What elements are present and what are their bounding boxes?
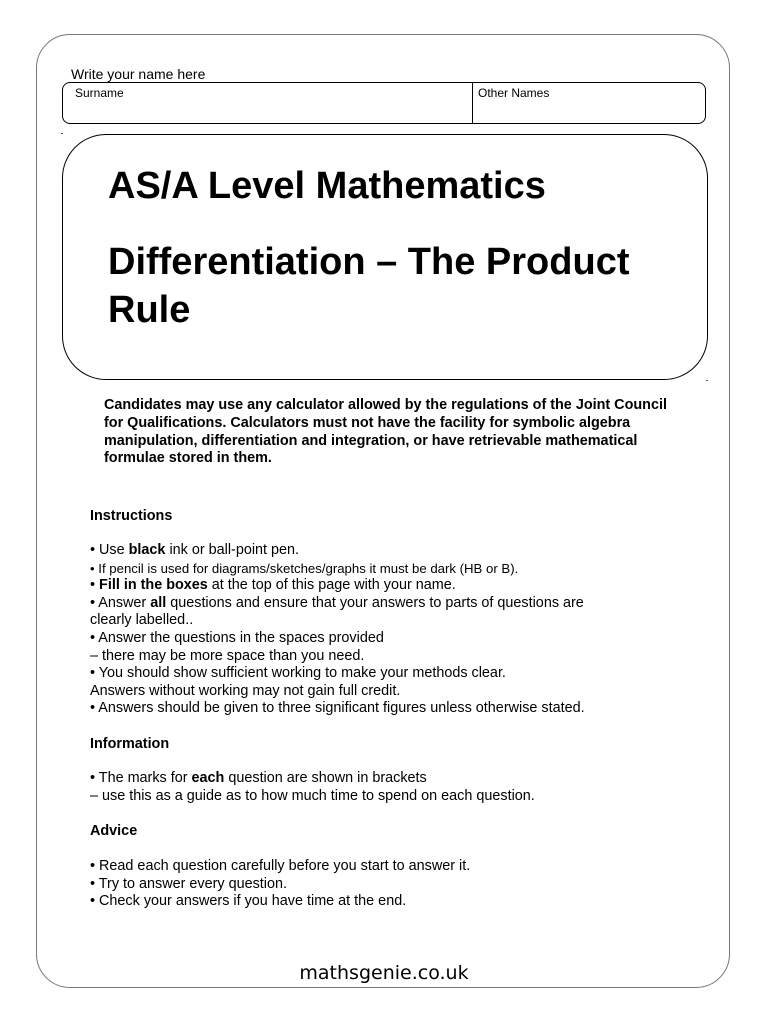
list-item: • The marks for each question are shown in brackets [90, 770, 427, 786]
list-item-continuation: – there may be more space than you need. [90, 647, 365, 664]
information-list [90, 770, 710, 805]
list-item: • Check your answers if you have time at the end. [90, 893, 407, 910]
list-item: • If pencil is used for diagrams/sketches/graphs it must be dark (HB or B). [90, 560, 519, 576]
calculator-notice: Candidates may use any calculator allowed by the regulations of the Joint Council for Qualifications. Calculators must not have the facility for symbolic algebra manipulation, differentiation and integration, or have retrievable mathematical formulae stored in them. [104, 397, 667, 467]
list-item: • Answer the questions in the spaces provided [90, 629, 384, 646]
list-item-continuation: clearly labelled.. [90, 612, 194, 629]
list-item: • Answer all questions and ensure that your answers to parts of questions are [90, 594, 584, 611]
list-item: • Fill in the boxes at the top of this page with your name. [90, 577, 456, 594]
advice-heading: Advice [90, 823, 138, 839]
list-item-continuation: Answers without working may not gain full credit. [90, 682, 401, 699]
list-item: • Answers should be given to three significant figures unless otherwise stated. [90, 700, 585, 717]
information-heading: Information [90, 736, 170, 752]
corner-mark [61, 133, 63, 134]
list-item: • You should show sufficient working to make your methods clear. [90, 665, 506, 682]
instructions-list [90, 542, 710, 718]
footer-website: mathsgenie.co.uk [299, 962, 469, 984]
surname-label: Surname [75, 86, 124, 100]
other-names-label: Other Names [478, 86, 550, 100]
list-item: • Try to answer every question. [90, 875, 287, 892]
other-names-field[interactable] [473, 83, 705, 123]
list-item-continuation: – use this as a guide as to how much time to spend on each question. [90, 787, 535, 804]
instructions-heading: Instructions [90, 508, 173, 524]
name-fields-box [62, 82, 706, 124]
list-item: • Use black ink or ball-point pen. [90, 542, 300, 558]
list-item: • Read each question carefully before you start to answer it. [90, 858, 471, 874]
topic-title: Differentiation – The Product Rule [108, 241, 630, 331]
advice-list [90, 858, 710, 911]
corner-mark [706, 380, 708, 381]
surname-field[interactable] [63, 83, 473, 123]
document-title: AS/A Level Mathematics [108, 165, 546, 207]
name-prompt: Write your name here [71, 66, 206, 82]
